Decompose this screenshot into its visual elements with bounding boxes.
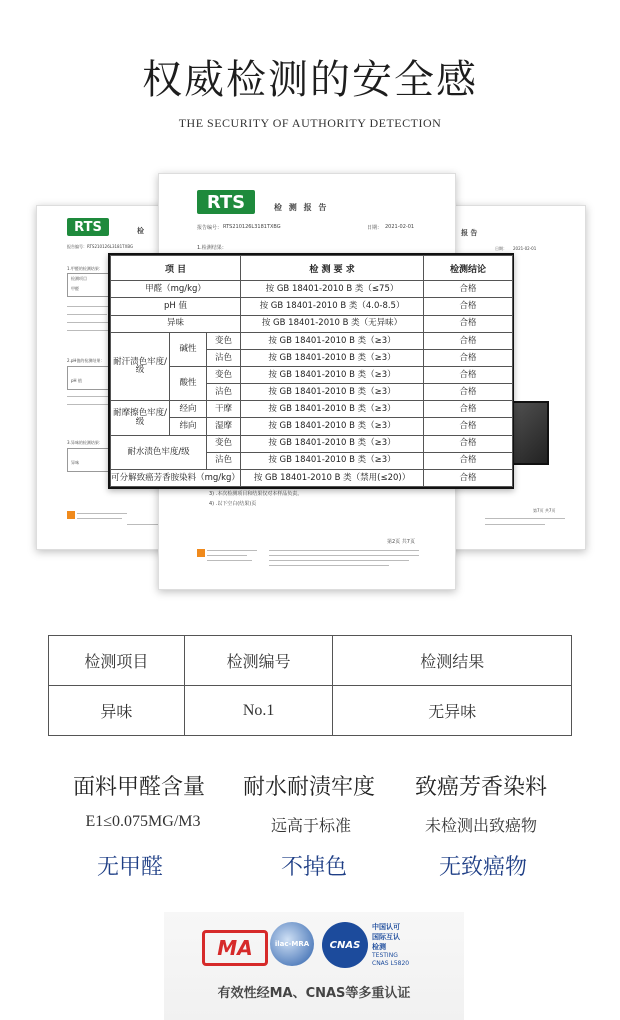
table-row: 异味 No.1 无异味 xyxy=(49,686,572,736)
result-table xyxy=(48,635,572,736)
report-title-fragment-right: 报 告 xyxy=(461,229,478,237)
table-row: 耐汗渍色牢度/级 碱性 变色 按 GB 18401-2010 B 类（≥3） 合格 xyxy=(111,332,513,349)
cnas-text-2: 国际互认 xyxy=(372,933,400,941)
lab-logo-center xyxy=(197,549,205,557)
date-label: 日期： xyxy=(367,225,383,231)
table-row: 异味 按 GB 18401-2010 B 类（无异味） 合格 xyxy=(111,315,513,332)
feature-result-fastness: 不掉色 xyxy=(280,855,347,880)
cnas-logo xyxy=(322,922,368,968)
report-title-fragment: 检 xyxy=(137,227,144,235)
report-title: 检 测 报 告 xyxy=(274,203,329,212)
report-no: RTS210126L3181TXBG xyxy=(87,244,134,249)
lab-logo xyxy=(67,511,75,519)
feature-sub-formaldehyde: E1≤0.075MG/M3 xyxy=(85,813,201,830)
feature-title-formaldehyde: 面料甲醛含量 xyxy=(72,775,205,800)
cnas-text-1: 中国认可 xyxy=(372,923,400,931)
cnas-text-3: 检测 xyxy=(372,943,386,951)
cnas-text-4: TESTING xyxy=(372,952,398,959)
certification-caption: 有效性经MA、CNAS等多重认证 xyxy=(217,986,411,1001)
page-subtitle: THE SECURITY OF AUTHORITY DETECTION xyxy=(178,116,442,130)
table-row: 耐水渍色牢度/级 变色 按 GB 18401-2010 B 类（≥3） 合格 xyxy=(111,435,513,452)
note-3: 3) .本次检测项目和结果仅对本样品负责。 xyxy=(209,491,303,497)
right-date: 2021-02-01 xyxy=(513,246,537,251)
sweat-fastness-label: 耐汗渍色牢度/级 xyxy=(111,332,170,401)
note-4: 4) .以下空白(结果)页 xyxy=(209,501,257,507)
left-row-3: 甲醛 xyxy=(71,286,79,291)
ilac-logo-text: ilac-MRA xyxy=(274,940,310,948)
table-row: 沾色 按 GB 18401-2010 B 类（≥3） 合格 xyxy=(111,384,513,401)
col-header-requirement: 检 测 要 求 xyxy=(241,256,424,281)
table-row: 可分解致癌芳香胺染料（mg/kg） 按 GB 18401-2010 B 类（禁用(≤20)） 合格 xyxy=(111,469,513,486)
header-test-item: 检测项目 xyxy=(49,636,185,686)
report-no-label-center: 报告编号： xyxy=(197,225,223,231)
header-test-result: 检测结果 xyxy=(333,636,572,686)
left-row-4: 2.pH值的检测结果： xyxy=(67,358,105,363)
center-page-no: 第2页 共7页 xyxy=(387,539,415,545)
table-row: 纬向 湿摩 按 GB 18401-2010 B 类（≥3） 合格 xyxy=(111,418,513,435)
col-header-item: 项 目 xyxy=(111,256,241,281)
ma-logo xyxy=(202,930,268,966)
rts-logo-center: RTS xyxy=(197,190,255,214)
feature-title-azo: 致癌芳香染料 xyxy=(414,775,547,800)
left-row-7: 异味 xyxy=(71,460,79,465)
table-row: 甲醛（mg/kg） 按 GB 18401-2010 B 类（≤75） 合格 xyxy=(111,281,513,298)
table-row: 酸性 变色 按 GB 18401-2010 B 类（≥3） 合格 xyxy=(111,366,513,383)
table-row: 耐摩擦色牢度/级 经向 干摩 按 GB 18401-2010 B 类（≥3） 合格 xyxy=(111,401,513,418)
azo-dye-label: 可分解致癌芳香胺染料（mg/kg） xyxy=(111,469,241,486)
header-test-number: 检测编号 xyxy=(184,636,333,686)
rub-fastness-label: 耐摩擦色牢度/级 xyxy=(111,401,170,435)
inspection-table xyxy=(108,253,514,489)
page-title: 权威检测的安全感 xyxy=(142,57,478,103)
date: 2021-02-01 xyxy=(385,224,415,230)
left-row-1: 1.甲醛的检测结果： xyxy=(67,266,103,271)
water-fastness-label: 耐水渍色牢度/级 xyxy=(111,435,207,469)
right-date-label: 日期： xyxy=(495,246,507,251)
feature-sub-fastness: 远高于标准 xyxy=(270,818,351,835)
table-row: pH 值 按 GB 18401-2010 B 类（4.0-8.5） 合格 xyxy=(111,298,513,315)
right-page-no: 第7页 共7页 xyxy=(533,508,556,513)
left-row-6: 3.异味的检测结果： xyxy=(67,440,103,445)
ma-logo-text: MA xyxy=(217,936,253,960)
feature-title-fastness: 耐水耐渍牢度 xyxy=(242,775,375,800)
feature-result-formaldehyde: 无甲醛 xyxy=(96,855,163,880)
cnas-logo-text: CNAS xyxy=(329,939,361,951)
result-header-row xyxy=(49,636,572,686)
table-row: 沾色 按 GB 18401-2010 B 类（≥3） 合格 xyxy=(111,349,513,366)
cnas-text-5: CNAS L5820 xyxy=(372,960,410,967)
col-header-conclusion: 检测结论 xyxy=(424,256,513,281)
ilac-mra-logo xyxy=(270,922,314,966)
report-no-label: 报告编号： xyxy=(67,244,87,249)
left-row-5: pH 值 xyxy=(71,378,82,383)
rts-logo: RTS xyxy=(67,218,109,236)
section-label: 1.检测结果： xyxy=(197,245,227,251)
table-row: 沾色 按 GB 18401-2010 B 类（≥3） 合格 xyxy=(111,452,513,469)
feature-result-azo: 无致癌物 xyxy=(438,855,527,880)
report-no-center: RTS210126L3181TXBG xyxy=(223,224,281,230)
feature-sub-azo: 未检测出致癌物 xyxy=(424,818,537,835)
inspection-header-row xyxy=(111,256,513,281)
left-row-2: 检测项目 xyxy=(71,276,87,281)
certification-panel xyxy=(164,912,464,1020)
